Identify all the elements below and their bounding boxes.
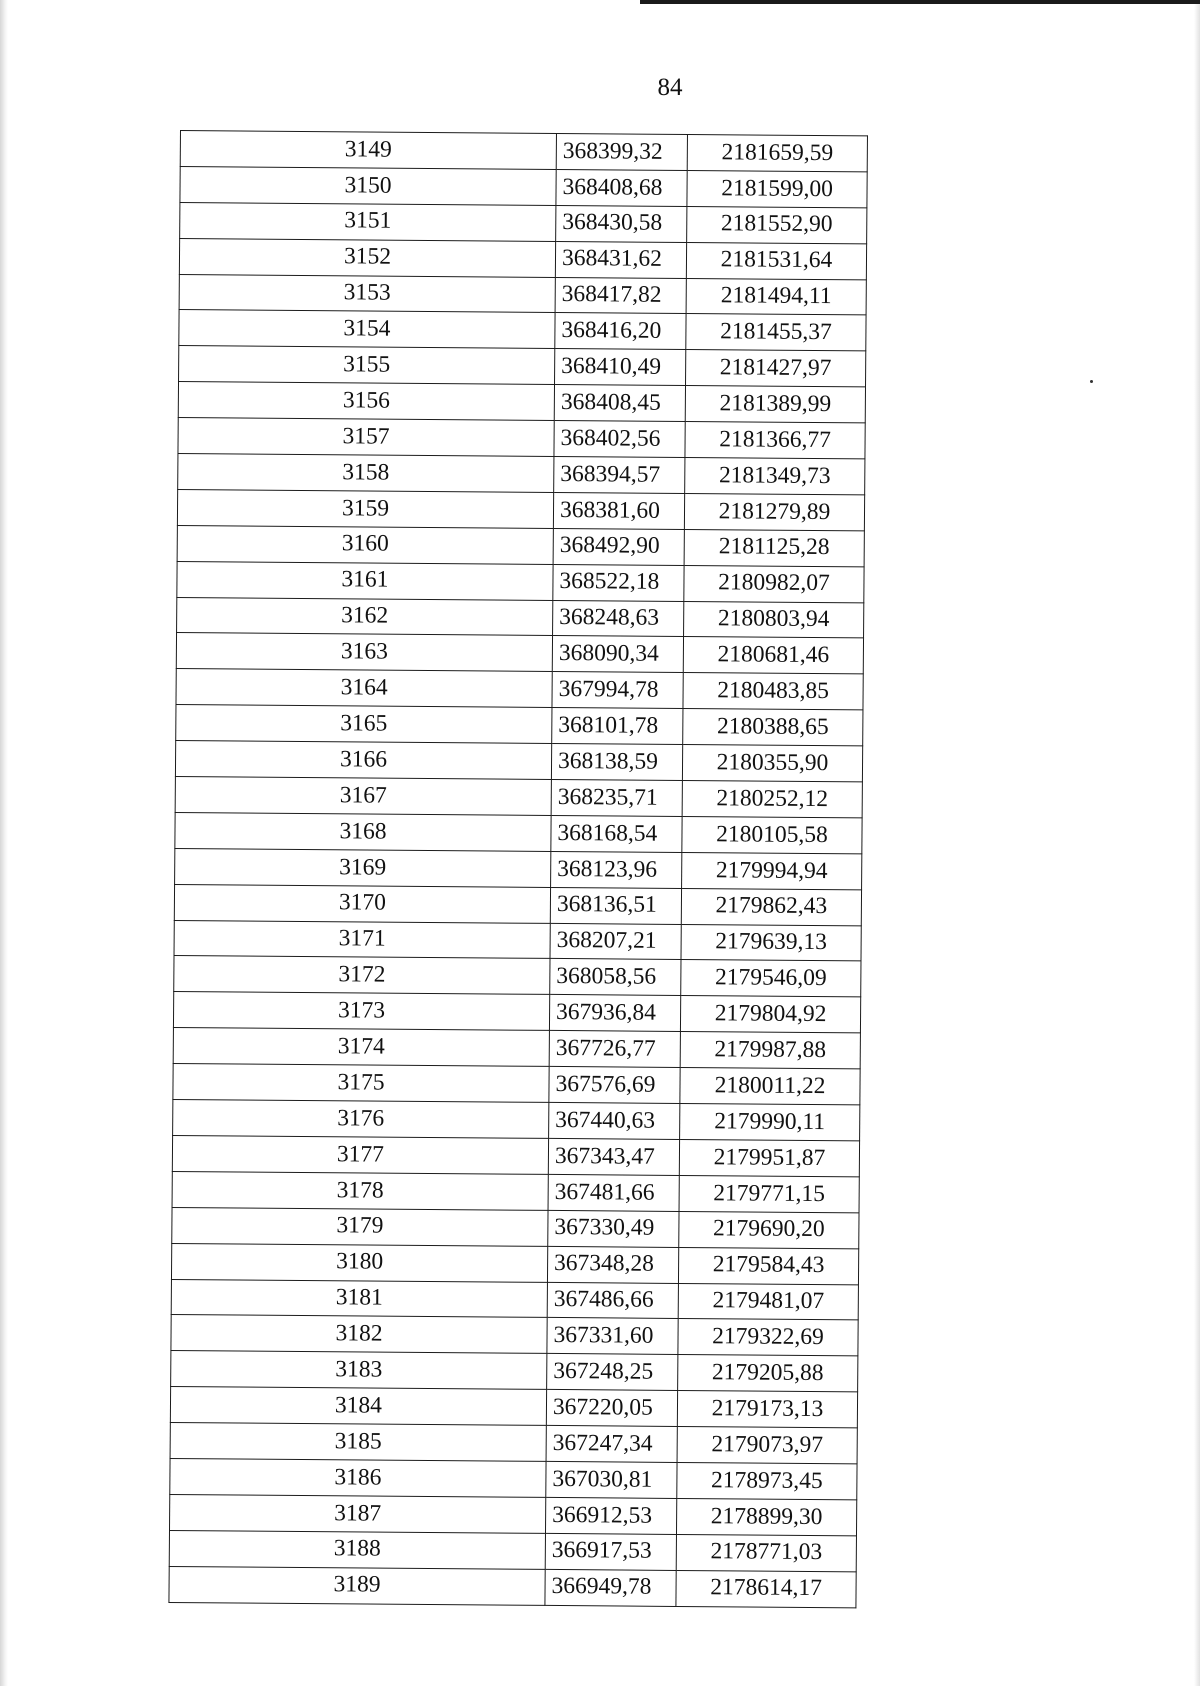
- table-row: [175, 777, 862, 818]
- y-coordinate-cell: 2181552,90: [687, 206, 867, 243]
- x-coordinate-cell: 367348,28: [547, 1246, 678, 1283]
- y-coordinate-cell: 2179951,87: [679, 1139, 859, 1176]
- table-row: [172, 1171, 859, 1212]
- x-coordinate-cell: 368430,58: [556, 205, 687, 242]
- point-number-cell: 3183: [171, 1351, 547, 1390]
- y-coordinate-cell: 2180355,90: [682, 745, 862, 782]
- x-coordinate-cell: 367576,69: [549, 1067, 680, 1104]
- page-number: 84: [657, 74, 683, 101]
- point-number-cell: 3162: [177, 597, 553, 636]
- y-coordinate-cell: 2179862,43: [681, 888, 861, 925]
- point-number-cell: 3166: [175, 741, 551, 780]
- table-row: [176, 705, 863, 746]
- x-coordinate-cell: 367481,66: [548, 1174, 679, 1211]
- point-number-cell: 3179: [172, 1207, 548, 1246]
- scan-edge-left: [0, 0, 8, 1686]
- coordinates-table: [168, 130, 868, 1608]
- point-number-cell: 3156: [178, 382, 554, 421]
- point-number-cell: 3151: [180, 202, 556, 241]
- table-row: [171, 1351, 858, 1392]
- x-coordinate-cell: 368399,32: [556, 133, 687, 170]
- x-coordinate-cell: 368207,21: [550, 923, 681, 960]
- point-number-cell: 3172: [174, 956, 550, 995]
- y-coordinate-cell: 2180982,07: [684, 565, 864, 602]
- y-coordinate-cell: 2179481,07: [678, 1283, 858, 1320]
- point-number-cell: 3155: [179, 346, 555, 385]
- y-coordinate-cell: 2179771,15: [679, 1175, 859, 1212]
- x-coordinate-cell: 367440,63: [549, 1102, 680, 1139]
- x-coordinate-cell: 367247,34: [546, 1425, 677, 1462]
- point-number-cell: 3170: [174, 884, 550, 923]
- y-coordinate-cell: 2179690,20: [679, 1211, 859, 1248]
- y-coordinate-cell: 2179987,88: [680, 1032, 860, 1069]
- point-number-cell: 3188: [169, 1530, 545, 1569]
- x-coordinate-cell: 368381,60: [553, 492, 684, 529]
- table-row: [180, 166, 867, 207]
- x-coordinate-cell: 368408,45: [554, 385, 685, 422]
- table-row: [180, 202, 867, 243]
- point-number-cell: 3177: [172, 1135, 548, 1174]
- y-coordinate-cell: 2180388,65: [683, 709, 863, 746]
- y-coordinate-cell: 2181366,77: [685, 422, 865, 459]
- table-row: [172, 1135, 859, 1176]
- x-coordinate-cell: 368090,34: [552, 636, 683, 673]
- point-number-cell: 3161: [177, 561, 553, 600]
- x-coordinate-cell: 368417,82: [555, 277, 686, 314]
- table-row: [174, 884, 861, 925]
- table-row: [178, 454, 865, 495]
- point-number-cell: 3173: [173, 992, 549, 1031]
- y-coordinate-cell: 2179173,13: [677, 1391, 857, 1428]
- point-number-cell: 3171: [174, 920, 550, 959]
- y-coordinate-cell: 2181389,99: [685, 386, 865, 423]
- point-number-cell: 3178: [172, 1171, 548, 1210]
- y-coordinate-cell: 2180105,58: [682, 816, 862, 853]
- point-number-cell: 3182: [171, 1315, 547, 1354]
- x-coordinate-cell: 367330,49: [548, 1210, 679, 1247]
- table-row: [174, 920, 861, 961]
- table-row: [171, 1279, 858, 1320]
- point-number-cell: 3154: [179, 310, 555, 349]
- point-number-cell: 3153: [179, 274, 555, 313]
- table-row: [171, 1243, 858, 1284]
- x-coordinate-cell: 368123,96: [551, 851, 682, 888]
- y-coordinate-cell: 2180803,94: [684, 601, 864, 638]
- y-coordinate-cell: 2181125,28: [684, 529, 864, 566]
- y-coordinate-cell: 2178899,30: [676, 1498, 856, 1535]
- table-row: [169, 1566, 856, 1607]
- y-coordinate-cell: 2180011,22: [680, 1068, 860, 1105]
- x-coordinate-cell: 368138,59: [551, 744, 682, 781]
- table-row: [177, 597, 864, 638]
- table-row: [170, 1458, 857, 1499]
- y-coordinate-cell: 2179322,69: [678, 1319, 858, 1356]
- y-coordinate-cell: 2181349,73: [685, 457, 865, 494]
- y-coordinate-cell: 2179994,94: [682, 852, 862, 889]
- point-number-cell: 3152: [179, 238, 555, 277]
- point-number-cell: 3175: [173, 1064, 549, 1103]
- y-coordinate-cell: 2179584,43: [678, 1247, 858, 1284]
- point-number-cell: 3157: [178, 418, 554, 457]
- point-number-cell: 3169: [175, 848, 551, 887]
- table-row: [177, 489, 864, 530]
- y-coordinate-cell: 2178614,17: [676, 1570, 856, 1607]
- x-coordinate-cell: 368492,90: [553, 528, 684, 565]
- x-coordinate-cell: 367030,81: [546, 1461, 677, 1498]
- x-coordinate-cell: 368168,54: [551, 815, 682, 852]
- x-coordinate-cell: 367486,66: [547, 1282, 678, 1319]
- y-coordinate-cell: 2178771,03: [676, 1534, 856, 1571]
- point-number-cell: 3165: [176, 705, 552, 744]
- point-number-cell: 3186: [170, 1458, 546, 1497]
- table-row: [179, 346, 866, 387]
- table-row: [178, 418, 865, 459]
- point-number-cell: 3189: [169, 1566, 545, 1605]
- table-row: [176, 633, 863, 674]
- x-coordinate-cell: 366949,78: [545, 1569, 676, 1606]
- x-coordinate-cell: 368402,56: [554, 421, 685, 458]
- x-coordinate-cell: 367343,47: [548, 1138, 679, 1175]
- table-row: [179, 274, 866, 315]
- y-coordinate-cell: 2179639,13: [681, 924, 861, 961]
- top-rule: [640, 0, 1200, 4]
- point-number-cell: 3168: [175, 812, 551, 851]
- x-coordinate-cell: 368408,68: [556, 169, 687, 206]
- table-row: [180, 131, 867, 172]
- table-row: [169, 1530, 856, 1571]
- table-row: [173, 1028, 860, 1069]
- point-number-cell: 3181: [171, 1279, 547, 1318]
- table-row: [176, 669, 863, 710]
- table-row: [170, 1387, 857, 1428]
- y-coordinate-cell: 2181279,89: [684, 493, 864, 530]
- x-coordinate-cell: 366912,53: [545, 1497, 676, 1534]
- x-coordinate-cell: 367331,60: [547, 1318, 678, 1355]
- y-coordinate-cell: 2181531,64: [686, 242, 866, 279]
- x-coordinate-cell: 368101,78: [552, 708, 683, 745]
- table-row: [177, 525, 864, 566]
- coordinates-table-wrap: [168, 130, 868, 1608]
- x-coordinate-cell: 368248,63: [553, 600, 684, 637]
- point-number-cell: 3150: [180, 166, 556, 205]
- table-row: [178, 382, 865, 423]
- point-number-cell: 3187: [170, 1494, 546, 1533]
- table-row: [173, 1100, 860, 1141]
- x-coordinate-cell: 367220,05: [546, 1390, 677, 1427]
- table-row: [175, 741, 862, 782]
- x-coordinate-cell: 367726,77: [549, 1031, 680, 1068]
- point-number-cell: 3176: [173, 1100, 549, 1139]
- y-coordinate-cell: 2180681,46: [683, 637, 863, 674]
- x-coordinate-cell: 367248,25: [547, 1354, 678, 1391]
- table-row: [173, 992, 860, 1033]
- x-coordinate-cell: 368416,20: [555, 313, 686, 350]
- table-row: [174, 956, 861, 997]
- point-number-cell: 3160: [177, 525, 553, 564]
- y-coordinate-cell: 2179804,92: [680, 996, 860, 1033]
- y-coordinate-cell: 2180483,85: [683, 673, 863, 710]
- coordinates-table-body: [169, 131, 868, 1608]
- point-number-cell: 3180: [171, 1243, 547, 1282]
- x-coordinate-cell: 368136,51: [550, 887, 681, 924]
- y-coordinate-cell: 2179073,97: [677, 1427, 857, 1464]
- table-row: [171, 1315, 858, 1356]
- x-coordinate-cell: 368058,56: [550, 959, 681, 996]
- y-coordinate-cell: 2179546,09: [681, 960, 861, 997]
- point-number-cell: 3184: [170, 1387, 546, 1426]
- y-coordinate-cell: 2179990,11: [680, 1104, 860, 1141]
- table-row: [177, 561, 864, 602]
- x-coordinate-cell: 367994,78: [552, 672, 683, 709]
- table-row: [172, 1207, 859, 1248]
- y-coordinate-cell: 2180252,12: [682, 780, 862, 817]
- point-number-cell: 3164: [176, 669, 552, 708]
- y-coordinate-cell: 2181455,37: [686, 314, 866, 351]
- point-number-cell: 3174: [173, 1028, 549, 1067]
- y-coordinate-cell: 2181659,59: [687, 134, 867, 171]
- table-row: [170, 1494, 857, 1535]
- x-coordinate-cell: 368522,18: [553, 564, 684, 601]
- point-number-cell: 3185: [170, 1423, 546, 1462]
- table-row: [173, 1064, 860, 1105]
- x-coordinate-cell: 368410,49: [555, 349, 686, 386]
- point-number-cell: 3158: [178, 454, 554, 493]
- table-row: [175, 812, 862, 853]
- x-coordinate-cell: 368235,71: [551, 779, 682, 816]
- point-number-cell: 3167: [175, 777, 551, 816]
- y-coordinate-cell: 2181427,97: [686, 350, 866, 387]
- scan-edge-right: [1194, 0, 1200, 1686]
- scan-speck: [1090, 380, 1093, 383]
- y-coordinate-cell: 2178973,45: [677, 1462, 857, 1499]
- point-number-cell: 3163: [176, 633, 552, 672]
- x-coordinate-cell: 366917,53: [545, 1533, 676, 1570]
- x-coordinate-cell: 367936,84: [549, 995, 680, 1032]
- table-row: [170, 1423, 857, 1464]
- point-number-cell: 3159: [177, 489, 553, 528]
- table-row: [179, 310, 866, 351]
- point-number-cell: 3149: [180, 131, 556, 170]
- table-row: [179, 238, 866, 279]
- y-coordinate-cell: 2181494,11: [686, 278, 866, 315]
- x-coordinate-cell: 368431,62: [555, 241, 686, 278]
- x-coordinate-cell: 368394,57: [554, 456, 685, 493]
- y-coordinate-cell: 2181599,00: [687, 170, 867, 207]
- y-coordinate-cell: 2179205,88: [678, 1355, 858, 1392]
- table-row: [175, 848, 862, 889]
